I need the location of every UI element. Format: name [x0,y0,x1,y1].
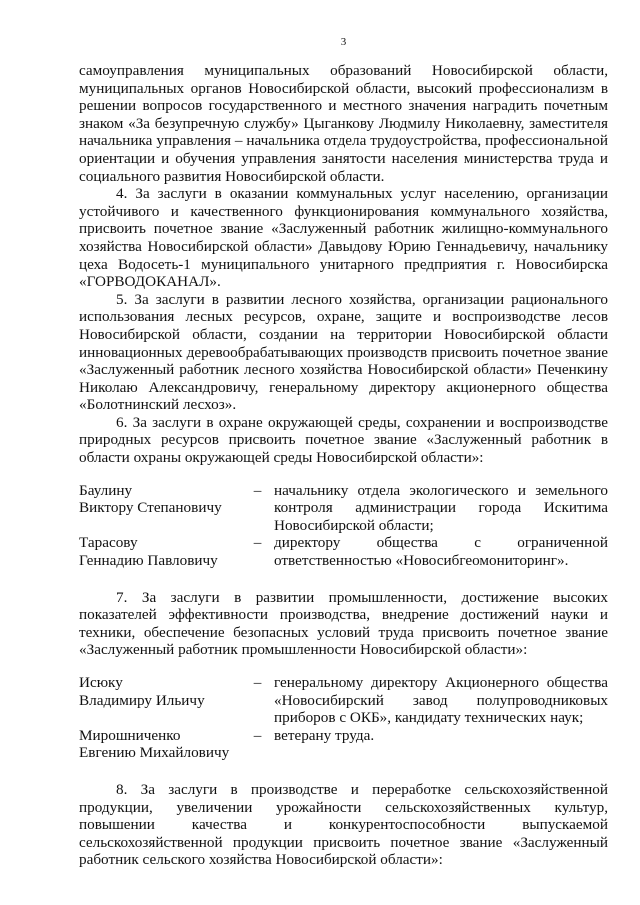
item-6-paragraph: 6. За заслуги в охране окружающей среды, сохранении и воспроизводстве природных ресурсов присвоить почетное звание «Заслуженный работник в области охраны окружающей среды Новосибирской области»: [79,413,608,467]
awardee-name [79,727,241,762]
list-item [79,482,608,535]
awardee-given-name: Владимиру Ильичу [79,691,205,709]
awardee-surname: Исюку [79,674,123,691]
list-item [79,674,608,727]
document-page [79,36,608,869]
list-item [79,727,608,762]
item-7-paragraph: 7. За заслуги в развитии промышленности, достижение высоких показателей эффективности производства, внедрение достижений науки и техники, обеспечение безопасных условий труда присвоить почетное звание «Заслуженный работник промышленности Новосибирской области»: [79,588,608,659]
awardee-list-item-7 [79,674,608,762]
item-5-paragraph: 5. За заслуги в развитии лесного хозяйства, организации рационального использования лесных ресурсов, охране, защите и воспроизводстве лесов Новосибирской области, создании на территории Новосибирской области инновационных деревообрабатывающих производств присвоить почетное звание «Заслуженный работник лесного хозяйства Новосибирской области» Печенкину Николаю Александровичу, генеральному директору акционерного общества «Болотнинский лесхоз». [79,290,608,414]
spacer [79,762,608,781]
awardee-surname: Тарасову [79,534,138,552]
awardee-surname: Мирошниченко [79,726,181,744]
spacer [79,570,608,589]
awardee-name [79,482,241,535]
dash-separator: – [253,674,262,691]
item-4-paragraph: 4. За заслуги в оказании коммунальных услуг населению, организации устойчивого и качественного функционирования коммунального хозяйства, присвоить почетное звание «Заслуженный работник жилищно-коммунального хозяйства Новосибирской области» Давыдову Юрию Геннадьевичу, начальнику цеха Водосеть-1 муниципального унитарного предприятия г. Новосибирска «ГОРВОДОКАНАЛ». [79,185,608,291]
list-item [79,534,608,569]
intro-paragraph: самоуправления муниципальных образований Новосибирской области, муниципальных органов Новосибирской области, высокий профессионализм в решении вопросов государственного и местного значения наградить почетным знаком «За безупречную службу» Цыганкову Людмилу Николаевну, заместителя начальника управления – начальника отдела трудоустройства, профессиональной ориентации и обучения управления занятости населения министерства труда и социального развития Новосибирской области. [79,62,608,185]
awardee-name [79,674,241,727]
awardee-surname: Баулину [79,481,133,499]
awardee-given-name: Геннадию Павловичу [79,552,218,570]
awardee-given-name: Евгению Михайловичу [79,744,230,762]
item-8-paragraph: 8. За заслуги в производстве и переработке сельскохозяйственной продукции, увеличении урожайности сельскохозяйственных культур, повышении качества и конкурентоспособности выпускаемой сельскохозяйственной продукции присвоить почетное звание «Заслуженный работник сельского хозяйства Новосибирской области»: [79,780,608,869]
awardee-position: директору общества с ограниченной ответственностью «Новосибгеомониторинг». [274,534,608,570]
dash-separator: – [253,726,262,744]
awardee-position: ветерану труда. [274,726,375,744]
page-number: 3 [340,36,347,48]
awardee-position: начальнику отдела экологического и земельного контроля администрации города Искитима Новосибирской области; [274,481,608,534]
dash-separator: – [253,481,262,499]
dash-separator: – [253,534,262,552]
awardee-position: генеральному директору Акционерного общества «Новосибирский завод полупроводниковых приборов с ОКБ», кандидату технических наук; [274,674,608,727]
awardee-list-item-6 [79,482,608,570]
spacer [79,467,608,482]
awardee-given-name: Виктору Степановичу [79,499,222,517]
spacer [79,659,608,674]
awardee-name [79,534,241,569]
